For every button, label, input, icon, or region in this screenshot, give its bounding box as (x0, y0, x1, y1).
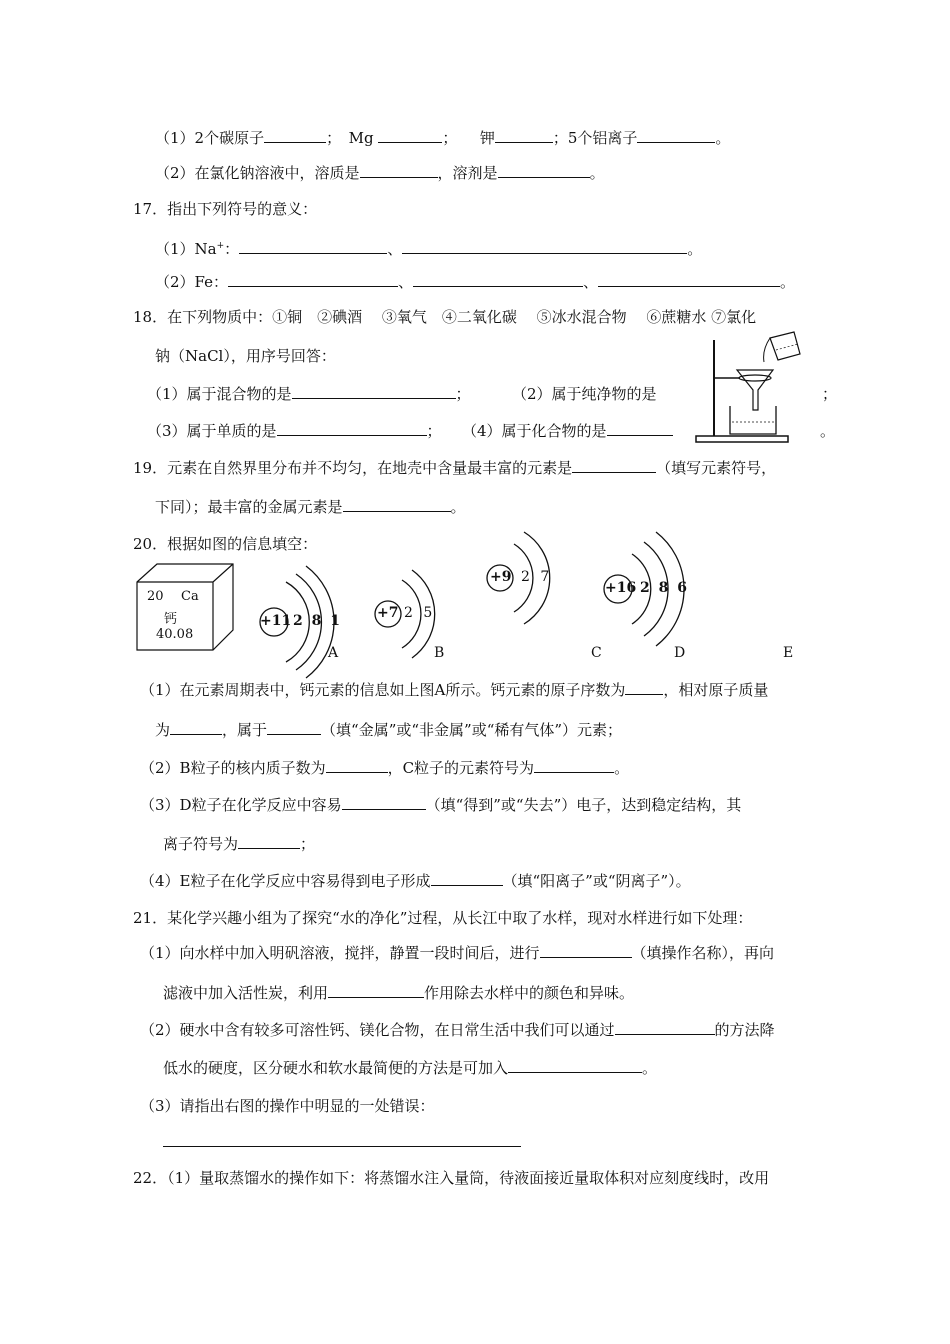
figure-label-c: C (591, 645, 602, 661)
atom-b-shells: 2 5 (404, 605, 436, 621)
answer-blank[interactable] (572, 458, 656, 473)
q21-part2: （2）硬水中含有较多可溶性钙、镁化合物，在日常生活中我们可以通过 的方法降 (140, 1021, 775, 1039)
stand-base (696, 436, 788, 442)
answer-blank[interactable] (637, 128, 715, 143)
element-symbol: Ca (181, 589, 199, 604)
answer-blank[interactable] (498, 163, 590, 178)
answer-blank[interactable] (228, 272, 398, 287)
atom-b-nucleus: +7 (377, 605, 399, 621)
answer-blank[interactable] (328, 983, 424, 998)
element-name: 钙 (164, 612, 178, 627)
answer-blank[interactable] (615, 1020, 715, 1035)
answer-blank[interactable] (495, 128, 553, 143)
answer-blank[interactable] (607, 421, 673, 436)
answer-blank[interactable] (163, 1146, 521, 1147)
q21-part1-cont: 滤液中加入活性炭，利用 作用除去水样中的颜色和异味。 (163, 984, 635, 1002)
answer-blank[interactable] (342, 795, 426, 810)
answer-blank[interactable] (378, 128, 442, 143)
q16-part1: （1）2个碳原子 ； Mg ； 钾 ；5个铝离子 。 (155, 129, 731, 147)
figure-label-e: E (783, 645, 794, 661)
filtration-apparatus-figure (690, 330, 810, 448)
pouring-beaker (770, 332, 800, 360)
worksheet-page: （1）2个碳原子 ； Mg ； 钾 ；5个铝离子 。 （2）在氯化钠溶液中，溶质是 ，溶剂是 。 17．指出下列符号的意义： （1）Na+： 、 。 （2）Fe： 、 、 。 18．在下列物质中：①铜 ②碘酒 ③氧气 ④二氧化碳 ⑤冰水混合物 ⑥蔗糖水 ⑦氯化 钠（NaCl），用序号回答： （1）属于混合物的是 ； （2）属于纯净物的是 ； （3）属于单质的是 ； （4）属于化合物的是 。 19．元素在自然界里分布并不均匀，在地壳中含量最丰富的元素是 （填写元素符号， 下同）；最丰富的金属元素是 。 20．根据如图的信息填空： 20 Ca 钙 40.08 +11 2 8 1 +7 2 5 +9 2 7 +16 2 8 6 A B C D E （1）在元素周期表中，钙元素的信息如上图A所示。钙元素的原子序数为 ，相对原子质量 为 ，属于 （填“金属”或“非金属”或“稀有气体”）元素； （2）B粒子的核内质子数为 ，C粒子的元素符号为 。 （3）D粒子在化学反应中容易 （填“得到”或“失去”）电子，达到稳定结构，其 离子符号为 ； （4）E粒子在化学反应中容易得到电子形成 （填“阳离子”或“阴离子”）。 21．某化学兴趣小组为了探究“水的净化”过程，从长江中取了水样，现对水样进行如下处理： （1）向水样中加入明矾溶液，搅拌，静置一段时间后，进行 （填操作名称），再向 滤液中加入活性炭，利用 作用除去水样中的颜色和异味。 （2）硬水中含有较多可溶性钙、镁化合物，在日常生活中我们可以通过 的方法降 低水的硬度，区分硬水和软水最简便的方法是可加入 。 （3）请指出右图的操作中明显的一处错误： 22．（1）量取蒸馏水的操作如下：将蒸馏水注入量筒，待液面接近量取体积对应刻度线时，改用 (133, 129, 838, 1187)
q20-stem: 20．根据如图的信息填空： (133, 535, 318, 553)
answer-blank[interactable] (431, 871, 503, 886)
figure-label-a: A (328, 645, 339, 661)
answer-blank[interactable] (170, 720, 222, 735)
atom-c-shells: 2 7 (521, 569, 553, 585)
answer-blank[interactable] (402, 239, 687, 254)
q18-part1: （1）属于混合物的是 ； (147, 385, 471, 403)
answer-blank[interactable] (598, 272, 780, 287)
figure-label-d: D (674, 645, 686, 661)
pour-stream (764, 338, 770, 362)
q18-stem2: 钠（NaCl），用序号回答： (155, 347, 336, 365)
answer-blank[interactable] (540, 943, 632, 958)
atom-d-nucleus: +16 (605, 580, 637, 596)
answer-blank[interactable] (238, 834, 300, 849)
atom-structure-diagrams (240, 520, 700, 680)
q18-part3: （3）属于单质的是 ； (147, 422, 442, 440)
atom-c-nucleus: +9 (490, 569, 512, 585)
q21-stem: 21．某化学兴趣小组为了探究“水的净化”过程，从长江中取了水样，现对水样进行如下处理： (133, 909, 753, 927)
q20-part2: （2）B粒子的核内质子数为 ，C粒子的元素符号为 。 (140, 759, 630, 777)
answer-blank[interactable] (277, 421, 427, 436)
q17-part2: （2）Fe： 、 、 。 (155, 273, 796, 291)
q20-part3: （3）D粒子在化学反应中容易 （填“得到”或“失去”）电子，达到稳定结构，其 (140, 796, 742, 814)
q21-part3: （3）请指出右图的操作中明显的一处错误： (140, 1097, 435, 1115)
answer-blank[interactable] (326, 758, 388, 773)
q19-line2: 下同）；最丰富的金属元素是 。 (155, 498, 466, 516)
q20-part1-cont: 为 ，属于 （填“金属”或“非金属”或“稀有气体”）元素； (155, 721, 623, 739)
q16-part2: （2）在氯化钠溶液中，溶质是 ，溶剂是 。 (155, 164, 605, 182)
q21-part2-cont: 低水的硬度，区分硬水和软水最简便的方法是可加入 。 (163, 1059, 658, 1077)
q21-part1: （1）向水样中加入明矾溶液，搅拌，静置一段时间后，进行 （填操作名称），再向 (140, 944, 775, 962)
q20-part3-cont: 离子符号为 ； (163, 835, 316, 853)
q18-part2: （2）属于纯净物的是 (512, 385, 657, 403)
q22-line1: 22．（1）量取蒸馏水的操作如下：将蒸馏水注入量筒，待液面接近量取体积对应刻度线时，改用 (133, 1169, 770, 1187)
element-number: 20 (147, 589, 164, 604)
figure-label-b: B (434, 645, 445, 661)
atom-d-shells: 2 8 6 (640, 580, 689, 596)
answer-blank[interactable] (343, 497, 451, 512)
answer-blank[interactable] (264, 128, 326, 143)
q20-part4: （4）E粒子在化学反应中容易得到电子形成 （填“阳离子”或“阴离子”）。 (140, 872, 691, 890)
q19-line1: 19．元素在自然界里分布并不均匀，在地壳中含量最丰富的元素是 （填写元素符号， (133, 459, 777, 477)
q17-stem: 17．指出下列符号的意义： (133, 200, 318, 218)
answer-blank[interactable] (292, 384, 456, 399)
q18-part4: （4）属于化合物的是 (462, 421, 673, 441)
q20-part1: （1）在元素周期表中，钙元素的信息如上图A所示。钙元素的原子序数为 ，相对原子质量 (140, 681, 769, 699)
q17-part1: （1）Na+： 、 。 (155, 240, 703, 258)
atom-a-shells: 2 8 1 (293, 613, 342, 629)
answer-blank[interactable] (267, 720, 321, 735)
answer-blank[interactable] (360, 163, 438, 178)
answer-blank[interactable] (534, 758, 614, 773)
q18-stem: 18．在下列物质中：①铜 ②碘酒 ③氧气 ④二氧化碳 ⑤冰水混合物 ⑥蔗糖水 ⑦氯化 (133, 308, 757, 326)
atom-a-nucleus: +11 (260, 613, 292, 629)
answer-blank[interactable] (508, 1058, 642, 1073)
answer-blank[interactable] (239, 239, 387, 254)
element-mass: 40.08 (156, 627, 194, 642)
answer-blank[interactable] (413, 272, 583, 287)
answer-blank[interactable] (625, 680, 663, 695)
